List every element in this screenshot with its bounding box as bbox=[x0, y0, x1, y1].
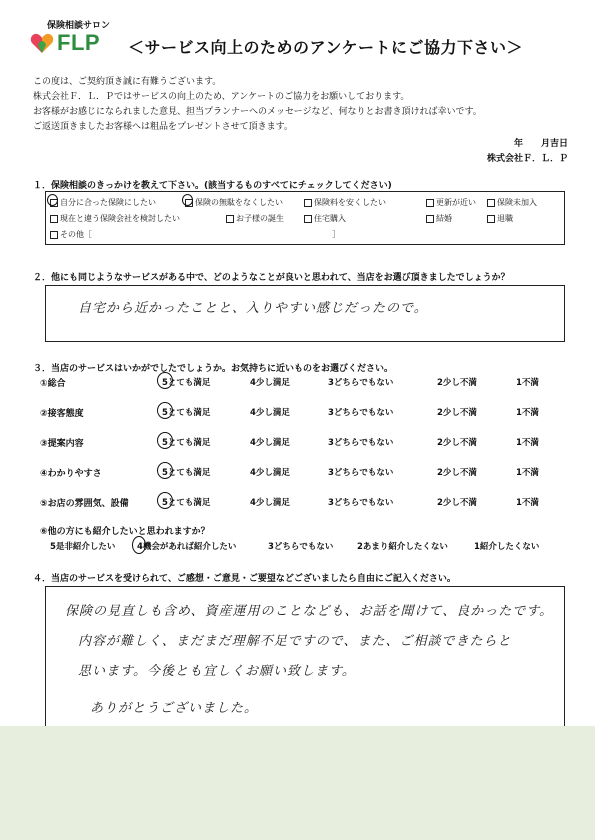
checkbox-icon[interactable] bbox=[426, 215, 434, 223]
rating-option[interactable]: 2少し不満 bbox=[437, 408, 477, 418]
rating-option[interactable]: 3どちらでもない bbox=[328, 498, 394, 508]
rating-option[interactable]: 3どちらでもない bbox=[328, 438, 394, 448]
q3-title: ３．当店のサービスはいかがでしたでしょうか。お気持ちに近いものをお選びください。 bbox=[33, 364, 394, 374]
referral-option[interactable]: 2あまり紹介したくない bbox=[357, 542, 448, 552]
rating-option[interactable]: 2少し不満 bbox=[437, 498, 477, 508]
q2-answer: 自宅から近かったことと、入りやすい感じだったので。 bbox=[78, 301, 428, 316]
selected-circle-icon bbox=[157, 462, 173, 479]
rating-option[interactable]: 5とても満足 bbox=[162, 408, 211, 418]
rating-option[interactable]: 4少し満足 bbox=[250, 408, 290, 418]
rating-option[interactable]: 4少し満足 bbox=[250, 468, 290, 478]
rating-option[interactable]: 3どちらでもない bbox=[328, 378, 394, 388]
q1-option[interactable]: 退職 bbox=[487, 213, 513, 224]
rating-label: ①総合 bbox=[40, 379, 66, 389]
intro-line: 株式会社Ｆ．Ｌ．Ｐではサービスの向上のため、アンケートのご協力をお願いしております。 bbox=[33, 92, 410, 102]
rating-label: ③提案内容 bbox=[40, 439, 84, 449]
rating-option[interactable]: 1不満 bbox=[516, 498, 539, 508]
selected-circle-icon bbox=[157, 372, 173, 389]
q1-other-close: ］ bbox=[332, 230, 340, 239]
checkbox-icon[interactable] bbox=[304, 215, 312, 223]
rating-option[interactable]: 5とても満足 bbox=[162, 438, 211, 448]
rating-option[interactable]: 3どちらでもない bbox=[328, 468, 394, 478]
intro-text bbox=[33, 75, 482, 135]
q2-title: ２．他にも同じようなサービスがある中で、どのようなことが良いと思われて、当店をお選び頂きましたでしょうか？ bbox=[33, 273, 510, 283]
q1-option[interactable]: 保険の無駄をなくしたい bbox=[185, 197, 283, 208]
rating-option[interactable]: 5とても満足 bbox=[162, 498, 211, 508]
intro-line: お客様がお感じになられました意見、担当プランナーへのメッセージなど、何なりとお書き頂ければ幸いです。 bbox=[33, 107, 482, 117]
checkbox-icon[interactable] bbox=[426, 199, 434, 207]
checkbox-icon[interactable] bbox=[50, 231, 58, 239]
rating-option[interactable]: 1不満 bbox=[516, 468, 539, 478]
rating-option[interactable]: 2少し不満 bbox=[437, 378, 477, 388]
q6-title: ⑥他の方にも紹介したいと思われますか？ bbox=[40, 527, 210, 537]
rating-option[interactable]: 4少し満足 bbox=[250, 438, 290, 448]
checkbox-icon[interactable] bbox=[226, 215, 234, 223]
q1-option[interactable]: 保険未加入 bbox=[487, 197, 537, 208]
q4-answer-line: 保険の見直しも含め、資産運用のことなども、お話を聞けて、良かったです。 bbox=[65, 604, 554, 619]
rating-option[interactable]: 1不満 bbox=[516, 378, 539, 388]
q1-option-other[interactable]: その他［ bbox=[50, 229, 92, 240]
q1-option[interactable]: 更新が近い bbox=[426, 197, 476, 208]
date-line: 年 月吉日 bbox=[513, 139, 568, 149]
q4-answer-line: 思います。今後とも宜しくお願い致します。 bbox=[78, 664, 356, 679]
rating-option[interactable]: 2少し不満 bbox=[437, 468, 477, 478]
referral-option[interactable]: 3どちらでもない bbox=[268, 542, 334, 552]
rating-option[interactable]: 2少し不満 bbox=[437, 438, 477, 448]
referral-option[interactable]: 5是非紹介したい bbox=[50, 542, 116, 552]
selected-circle-icon bbox=[157, 432, 173, 449]
rating-option[interactable]: 1不満 bbox=[516, 438, 539, 448]
intro-line: この度は、ご契約頂き誠に有難うございます。 bbox=[33, 77, 222, 87]
rating-label: ④わかりやすさ bbox=[40, 469, 102, 479]
referral-option[interactable]: 4機会があれば紹介したい bbox=[137, 542, 237, 552]
check-circle-icon bbox=[47, 194, 58, 206]
selected-circle-icon bbox=[157, 402, 173, 419]
selected-circle-icon bbox=[157, 492, 173, 509]
q1-options-box bbox=[45, 191, 565, 245]
q4-answer-line: ありがとうございました。 bbox=[90, 701, 259, 716]
checkbox-icon[interactable] bbox=[487, 215, 495, 223]
heart-logo-icon bbox=[30, 32, 54, 54]
check-circle-icon bbox=[182, 194, 193, 206]
rating-option[interactable]: 1不満 bbox=[516, 408, 539, 418]
q1-option[interactable]: 住宅購入 bbox=[304, 213, 346, 224]
rating-option[interactable]: 4少し満足 bbox=[250, 498, 290, 508]
page-title: ＜サービス向上のためのアンケートにご協力下さい＞ bbox=[128, 38, 524, 57]
q1-option[interactable]: 結婚 bbox=[426, 213, 452, 224]
q1-option[interactable]: 自分に合った保険にしたい bbox=[50, 197, 156, 208]
checkbox-icon[interactable] bbox=[487, 199, 495, 207]
referral-option[interactable]: 1紹介したくない bbox=[474, 542, 540, 552]
q4-answer-line: 内容が難しく、まだまだ理解不足ですので、また、ご相談できたらと bbox=[78, 634, 512, 649]
q4-title: ４．当店のサービスを受けられて、ご感想・ご意見・ご要望などございましたら自由にご記入ください。 bbox=[33, 574, 456, 584]
checkbox-icon[interactable] bbox=[304, 199, 312, 207]
q1-title: １．保険相談のきっかけを教えて下さい。(該当するものすべてにチェックしてください) bbox=[33, 181, 392, 191]
rating-label: ②接客態度 bbox=[40, 409, 84, 419]
q1-option[interactable]: 保険料を安くしたい bbox=[304, 197, 386, 208]
q1-option[interactable]: お子様の誕生 bbox=[226, 213, 284, 224]
rating-option[interactable]: 4少し満足 bbox=[250, 378, 290, 388]
rating-option[interactable]: 5とても満足 bbox=[162, 378, 211, 388]
rating-label: ⑤お店の雰囲気、設備 bbox=[40, 499, 129, 509]
company-name: 株式会社Ｆ．Ｌ．Ｐ bbox=[486, 154, 568, 164]
intro-line: ご返送頂きましたお客様へは粗品をプレゼントさせて頂きます。 bbox=[33, 122, 293, 132]
rating-option[interactable]: 5とても満足 bbox=[162, 468, 211, 478]
logo bbox=[30, 30, 100, 56]
checkbox-icon[interactable] bbox=[50, 215, 58, 223]
q1-option[interactable]: 現在と違う保険会社を検討したい bbox=[50, 213, 180, 224]
selected-circle-icon bbox=[132, 536, 146, 554]
rating-option[interactable]: 3どちらでもない bbox=[328, 408, 394, 418]
logo-text: FLP bbox=[57, 30, 101, 55]
logo-subtitle: 保険相談サロン bbox=[47, 21, 111, 31]
